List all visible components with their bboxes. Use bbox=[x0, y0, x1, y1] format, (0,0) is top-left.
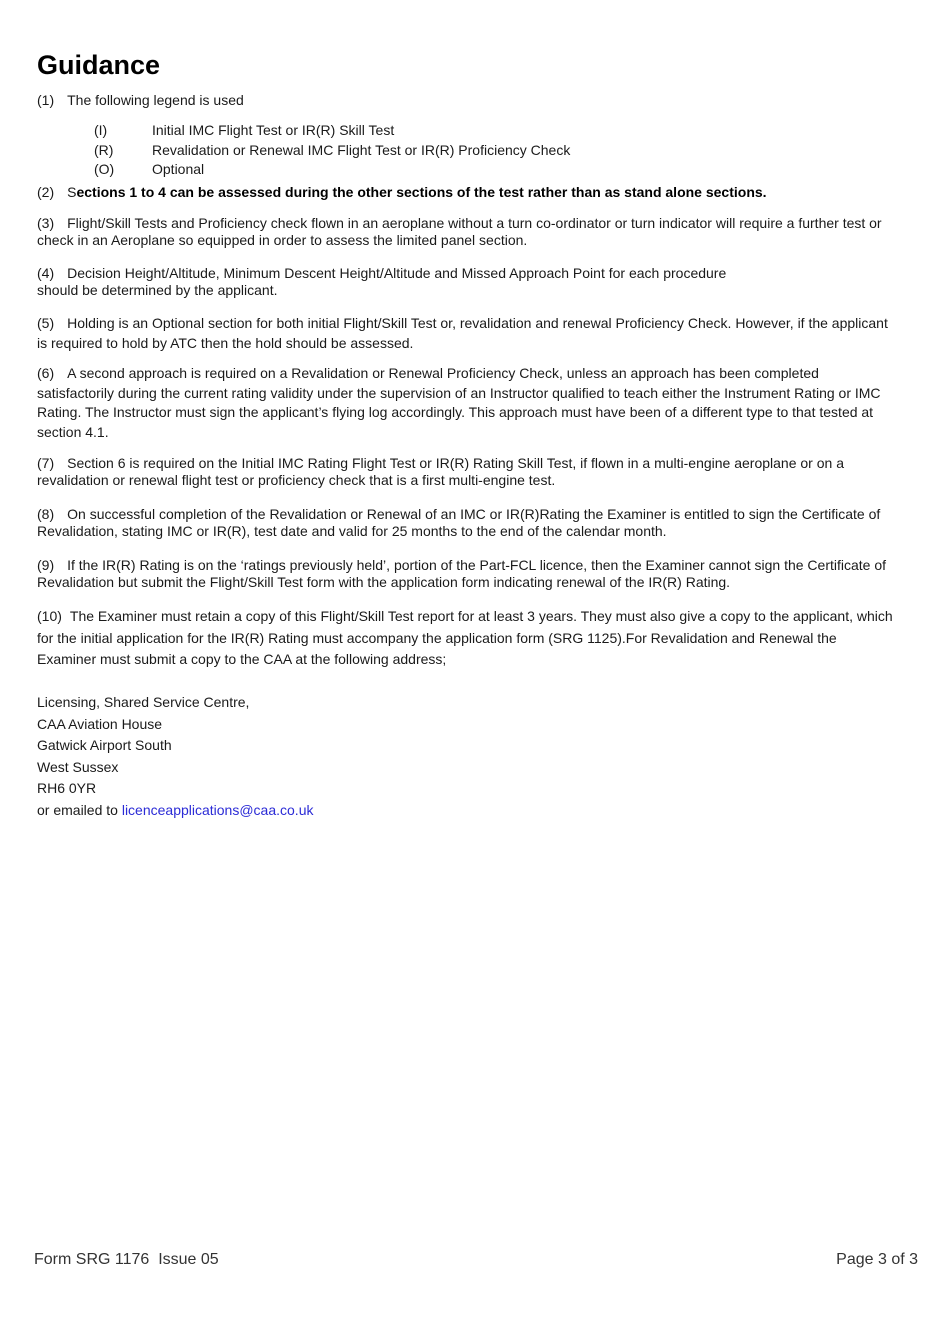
item-text: The Examiner must retain a copy of this Flight/Skill Test report for at least 3 years. They must also give a copy to the applicant, which for the initial application for the IR(R) Rating must accompany the application form (SRG 1125).For Revalidation and Renewal the Examiner must submit a copy to the CAA at the following address; bbox=[37, 608, 893, 667]
legend-text: Revalidation or Renewal IMC Flight Test or IR(R) Proficiency Check bbox=[152, 142, 571, 158]
item-text-bold: ections 1 to 4 can be assessed during the other sections of the test rather than as stand alone sections. bbox=[76, 184, 767, 200]
item-number: (10) bbox=[37, 608, 62, 624]
address-line: RH6 0YR bbox=[37, 780, 97, 796]
item-text: Section 6 is required on the Initial IMC Rating Flight Test or IR(R) Rating Skill Test, if flown in a multi-engine aeroplane or on a revalidation or renewal flight test or proficiency check that is a first multi-engine test. bbox=[37, 455, 844, 488]
legend-code: (I) bbox=[94, 122, 108, 138]
item-number: (5) bbox=[37, 315, 55, 331]
legend-item-initial bbox=[94, 122, 394, 139]
legend-item-revalidation bbox=[94, 142, 570, 159]
item-text-line2: should be determined by the applicant. bbox=[37, 282, 278, 298]
address-line: CAA Aviation House bbox=[37, 715, 163, 732]
page-title: Guidance bbox=[37, 50, 161, 80]
legend-code: (O) bbox=[94, 161, 115, 177]
item-number: (2) bbox=[37, 184, 55, 200]
guidance-item-3 bbox=[37, 215, 897, 249]
address-line: West Sussex bbox=[37, 758, 119, 775]
legend-text: Initial IMC Flight Test or IR(R) Skill Test bbox=[152, 122, 395, 138]
guidance-item-10 bbox=[37, 606, 897, 671]
guidance-item-8 bbox=[37, 506, 897, 540]
item-text-first-letter: S bbox=[67, 184, 77, 200]
item-text: The following legend is used bbox=[67, 92, 244, 108]
item-number: (7) bbox=[37, 455, 55, 471]
legend-code: (R) bbox=[94, 142, 114, 158]
item-text: Flight/Skill Tests and Proficiency check flown in an aeroplane without a turn co-ordinator or turn indicator will require a further test or check in an Aeroplane so equipped in order to assess the limited panel section. bbox=[37, 215, 882, 248]
email-prefix: or emailed to bbox=[37, 801, 122, 818]
item-text: If the IR(R) Rating is on the ‘ratings previously held’, portion of the Part-FCL licence, then the Examiner cannot sign the Certificate of Revalidation but submit the Flight/Skill Test form with the application form indicating renewal of the IR(R) Rating. bbox=[37, 557, 887, 590]
guidance-item-5 bbox=[37, 314, 897, 353]
item-number: (1) bbox=[37, 92, 55, 108]
caa-address bbox=[37, 692, 313, 821]
guidance-item-9 bbox=[37, 557, 897, 591]
form-identifier: Form SRG 1176 Issue 05 bbox=[34, 1251, 219, 1268]
guidance-item-4 bbox=[37, 265, 897, 299]
guidance-item-1 bbox=[37, 92, 897, 109]
guidance-item-6 bbox=[37, 364, 897, 442]
address-line: Licensing, Shared Service Centre, bbox=[37, 694, 250, 710]
item-number: (9) bbox=[37, 557, 55, 573]
item-text: On successful completion of the Revalidation or Renewal of an IMC or IR(R)Rating the Examiner is entitled to sign the Certificate of Revalidation, stating IMC or IR(R), test date and valid for 25 months to the end of the calendar month. bbox=[37, 506, 881, 539]
item-number: (4) bbox=[37, 265, 55, 281]
item-number: (8) bbox=[37, 506, 55, 522]
email-link[interactable]: licenceapplications@caa.co.uk bbox=[121, 801, 314, 818]
item-text: Holding is an Optional section for both initial Flight/Skill Test or, revalidation and renewal Proficiency Check. However, if the applicant is required to hold by ATC then the hold should be assessed. bbox=[37, 315, 888, 351]
guidance-item-7 bbox=[37, 455, 897, 489]
item-number: (6) bbox=[37, 365, 55, 381]
item-number: (3) bbox=[37, 215, 55, 231]
item-text-line1: Decision Height/Altitude, Minimum Descent Height/Altitude and Missed Approach Point for each procedure bbox=[67, 265, 727, 281]
page-number: Page 3 of 3 bbox=[836, 1251, 918, 1268]
legend-item-optional bbox=[94, 161, 204, 178]
legend-text: Optional bbox=[152, 161, 205, 177]
guidance-item-2 bbox=[37, 184, 897, 201]
email-line bbox=[37, 800, 313, 822]
address-line: Gatwick Airport South bbox=[37, 737, 172, 753]
item-text: A second approach is required on a Revalidation or Renewal Proficiency Check, unless an approach has been completed satisfactorily during the current rating validity under the supervision of an Instructor qualified to teach either the Instrument Rating or IMC Rating. The Instructor must sign the applicant’s flying log accordingly. This approach must have been of a different type to that tested at section 4.1. bbox=[37, 365, 881, 440]
